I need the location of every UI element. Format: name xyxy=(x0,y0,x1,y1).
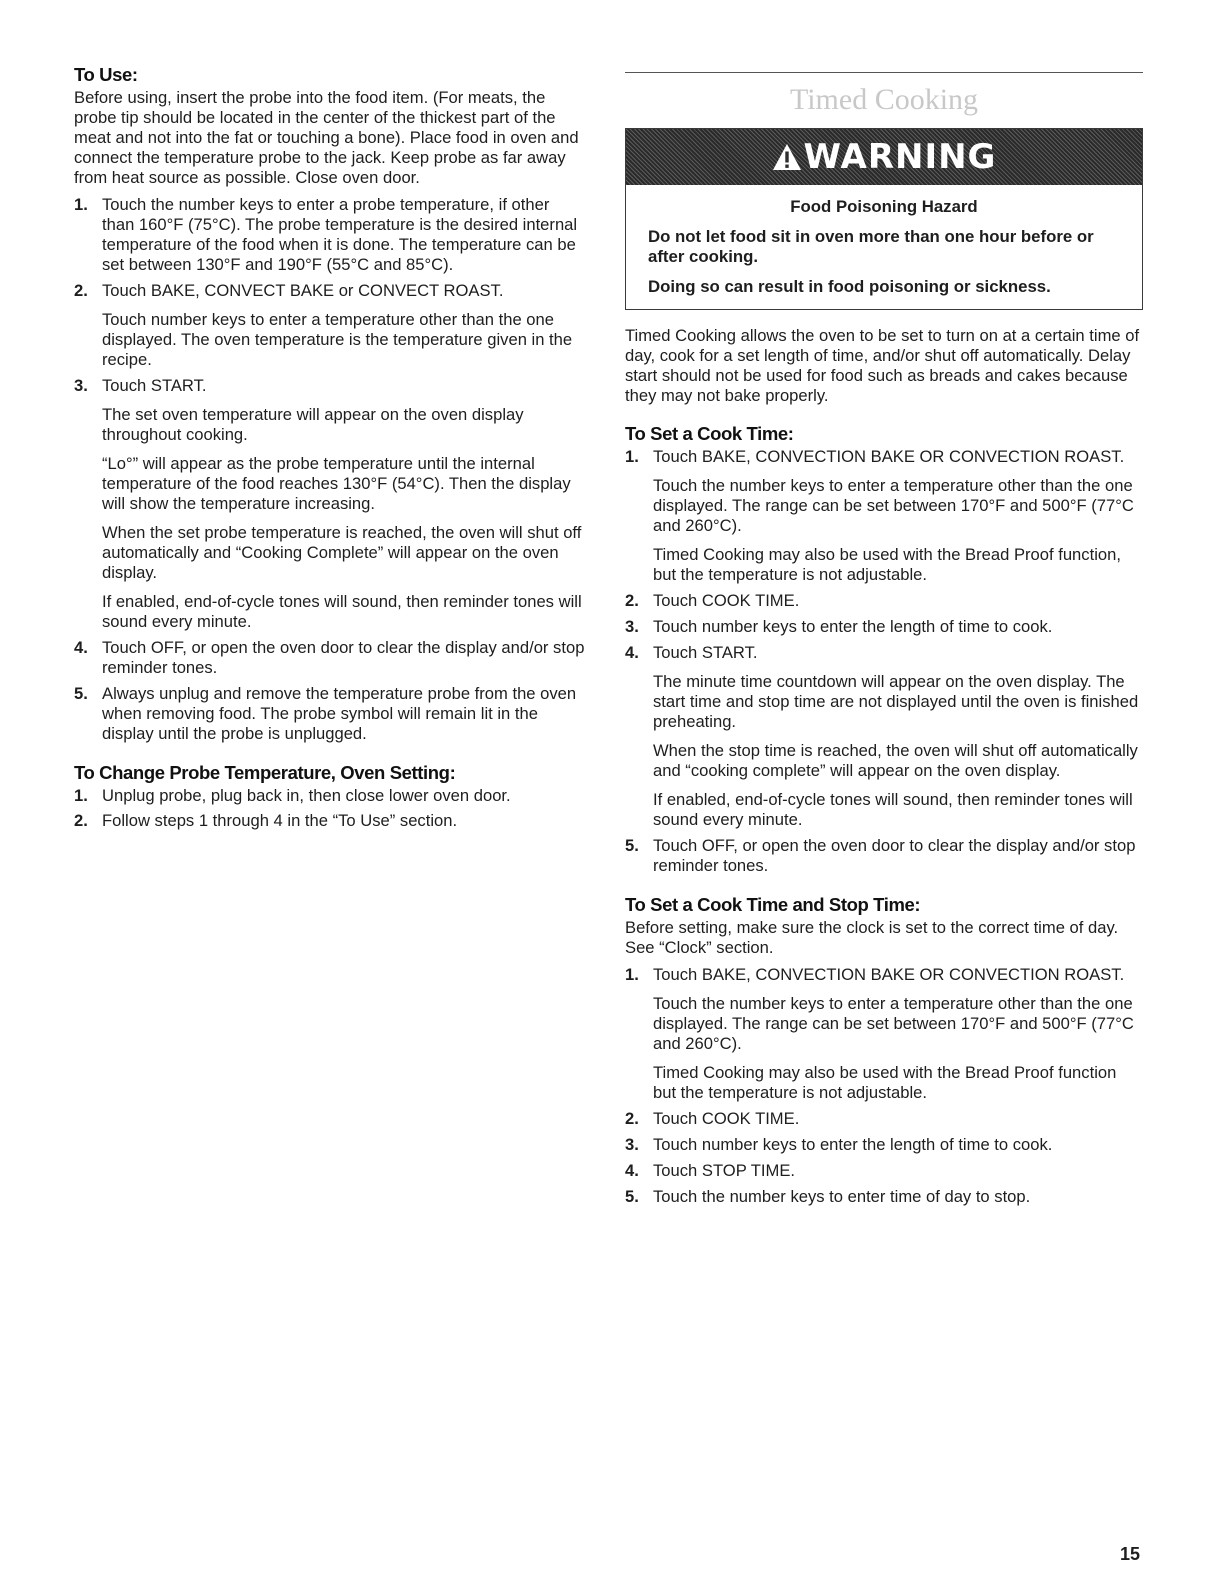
page-number: 15 xyxy=(1119,1544,1140,1564)
list-item: 4. Touch START. The minute time countdown will appear on the oven display. The start time and stop time are not displayed until the oven is finished preheating. When the stop time is reached, the oven will shut off automatically and “cooking complete” will appear on the oven display. If enabled, end-of-cycle tones will sound, then reminder tones will sound every minute. xyxy=(625,643,1139,829)
list-item: 5. Always unplug and remove the temperature probe from the oven when removing food. The probe symbol will remain lit in the display until the probe is unplugged. xyxy=(74,684,577,743)
warning-text-2: Doing so can result in food poisoning or sickness. xyxy=(648,277,1051,296)
cook-stop-time-steps xyxy=(625,965,1143,1207)
list-item: 3. Touch number keys to enter the length of time to cook. xyxy=(625,617,1053,636)
hazard-title: Food Poisoning Hazard xyxy=(790,197,978,216)
list-item: 1. Touch the number keys to enter a probe temperature, if other than 160°F (75°C). The probe temperature is the desired internal temperature of the food when it is done. The temperature can be set between 130°F and 190°F (55°C and 85°C). xyxy=(74,195,578,274)
list-item: 1. Touch BAKE, CONVECTION BAKE OR CONVECTION ROAST. Touch the number keys to enter a temperature other than the one displayed. The range can be set between 170°F and 500°F (77°C and 260°C). Timed Cooking may also be used with the Bread Proof function but the temperature is not adjustable. xyxy=(625,965,1134,1102)
alert-triangle-icon xyxy=(772,143,802,171)
warning-text-1: Do not let food sit in oven more than one hour before or after cooking. xyxy=(648,227,1094,266)
section-divider xyxy=(625,72,1143,73)
list-item: 4. Touch STOP TIME. xyxy=(625,1161,796,1180)
cook-time-steps xyxy=(625,447,1143,876)
list-item: 2. Follow steps 1 through 4 in the “To Use” section. xyxy=(74,811,458,830)
list-item: 4. Touch OFF, or open the oven door to clear the display and/or stop reminder tones. xyxy=(74,638,585,677)
to-use-steps xyxy=(74,195,586,744)
list-item: 2. Touch COOK TIME. xyxy=(625,591,800,610)
warning-box xyxy=(625,128,1143,310)
warning-banner xyxy=(626,129,1142,185)
cook-stop-time-heading: To Set a Cook Time and Stop Time: xyxy=(625,894,921,915)
section-title: Timed Cooking xyxy=(789,83,979,116)
list-item: 3. Touch number keys to enter the length of time to cook. xyxy=(625,1135,1053,1154)
change-probe-heading: To Change Probe Temperature, Oven Setting: xyxy=(74,762,456,783)
list-item: 2. Touch BAKE, CONVECT BAKE or CONVECT ROAST. Touch number keys to enter a temperature other than the one displayed. The oven temperature is the temperature given in the recipe. xyxy=(74,281,573,369)
list-item: 2. Touch COOK TIME. xyxy=(625,1109,800,1128)
list-item: 1. Touch BAKE, CONVECTION BAKE OR CONVECTION ROAST. Touch the number keys to enter a temperature other than the one displayed. The range can be set between 170°F and 500°F (77°C and 260°C). Timed Cooking may also be used with the Bread Proof function, but the temperature is not adjustable. xyxy=(625,447,1134,584)
change-probe-steps xyxy=(74,786,586,831)
to-use-intro: Before using, insert the probe into the food item. (For meats, the probe tip should be located in the center of the thickest part of the meat and not into the fat or touching a bone). Place food in oven and connect the temperature probe to the jack. Keep probe as far away from heat source as possible. Close oven door. xyxy=(74,88,579,187)
list-item: 5. Touch OFF, or open the oven door to clear the display and/or stop reminder tones. xyxy=(625,836,1136,875)
cook-time-heading: To Set a Cook Time: xyxy=(625,423,794,444)
list-item: 1. Unplug probe, plug back in, then close lower oven door. xyxy=(74,786,511,805)
cook-stop-time-intro: Before setting, make sure the clock is set to the correct time of day. See “Clock” section. xyxy=(625,918,1119,957)
left-column xyxy=(74,64,586,837)
right-column xyxy=(625,72,1143,1213)
list-item: 3. Touch START. The set oven temperature will appear on the oven display throughout cooking. “Lo°” will appear as the probe temperature until the internal temperature of the food reaches 130°F (54°C). Then the display will show the temperature increasing. When the set probe temperature is reached, the oven will shut off automatically and “Cooking Complete” will appear on the oven display. If enabled, end-of-cycle tones will sound, then reminder tones will sound every minute. xyxy=(74,376,582,631)
warning-label: WARNING xyxy=(803,137,997,177)
to-use-heading: To Use: xyxy=(74,64,138,85)
timed-cooking-intro: Timed Cooking allows the oven to be set to turn on at a certain time of day, cook for a set length of time, and/or shut off automatically. Delay start should not be used for food such as breads and cakes because they may not bake properly. xyxy=(625,326,1140,405)
list-item: 5. Touch the number keys to enter time of day to stop. xyxy=(625,1187,1031,1206)
